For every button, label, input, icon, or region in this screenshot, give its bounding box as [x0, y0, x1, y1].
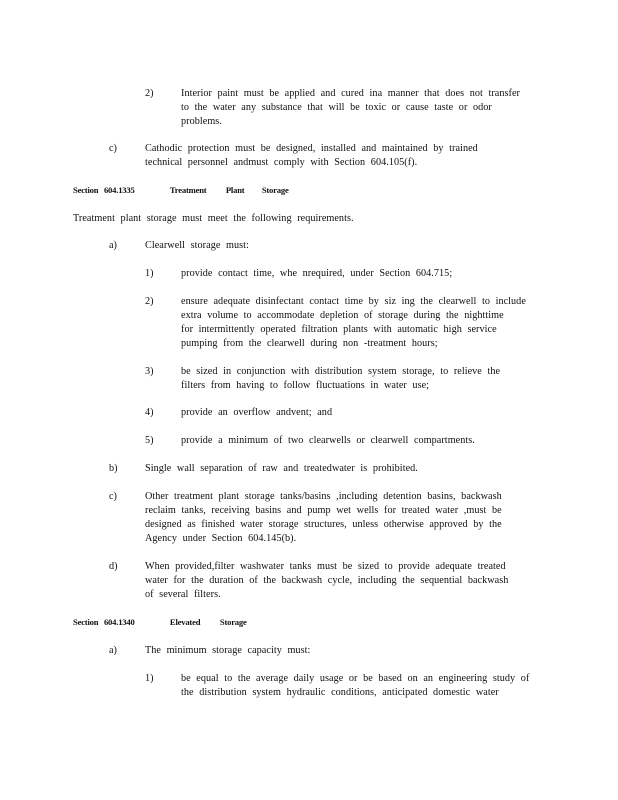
list-marker: 4) [145, 407, 154, 418]
paragraph-line: pumping from the clearwell during non -treatment hours; [181, 338, 438, 349]
paragraph-line: problems. [181, 116, 222, 127]
heading-title-word: Plant [225, 185, 245, 195]
paragraph-line: to the water any substance that will be toxic or cause taste or odor [181, 102, 492, 113]
paragraph-line: When provided,filter washwater tanks must be sized to provide adequate treated [145, 561, 506, 572]
paragraph-line: Single wall separation of raw and treatedwater is prohibited. [145, 463, 418, 474]
list-marker: a) [109, 240, 117, 251]
paragraph-line: Interior paint must be applied and cured ina manner that does not transfer [181, 88, 520, 99]
paragraph-line: extra volume to accommodate depletion of storage during the nighttime [181, 310, 504, 321]
paragraph-line: provide contact time, whe nrequired, under Section 604.715; [181, 268, 453, 279]
list-marker: c) [109, 143, 117, 154]
paragraph-line: the distribution system hydraulic conditions, anticipated domestic water [181, 687, 499, 698]
section-heading [73, 617, 247, 628]
intro-paragraph: Treatment plant storage must meet the following requirements. [73, 213, 354, 224]
paragraph-line: be sized in conjunction with distribution system storage, to relieve the [181, 366, 501, 377]
heading-title-word: Elevated [169, 617, 201, 627]
list-marker: b) [109, 463, 118, 474]
list-marker: d) [109, 561, 118, 572]
paragraph-line: The minimum storage capacity must: [145, 645, 311, 656]
heading-section-number: 604.1335 [103, 185, 135, 195]
heading-section-number: 604.1340 [103, 617, 135, 627]
paragraph-line: filters from having to follow fluctuations in water use; [181, 380, 430, 391]
list-marker: 5) [145, 435, 154, 446]
heading-section-word: Section [73, 617, 99, 627]
section-heading [73, 185, 289, 196]
paragraph-line: for intermittently operated filtration plants with automatic high service [181, 324, 497, 335]
paragraph-line: water for the duration of the backwash cycle, including the sequential backwash [145, 575, 509, 586]
list-marker: 2) [145, 296, 154, 307]
paragraph-line: provide a minimum of two clearwells or clearwell compartments. [181, 435, 475, 446]
paragraph-line: of several filters. [145, 589, 221, 600]
paragraph-line: reclaim tanks, receiving basins and pump wet wells for treated water ,must be [145, 505, 502, 516]
paragraph-line: Cathodic protection must be designed, installed and maintained by trained [145, 143, 478, 154]
paragraph-line: designed as finished water storage structures, unless otherwise approved by the [145, 519, 502, 530]
paragraph-line: technical personnel andmust comply with Section 604.105(f). [145, 157, 418, 168]
heading-title-word: Storage [219, 617, 247, 627]
paragraph-line: Clearwell storage must: [145, 240, 249, 251]
paragraph-line: Agency under Section 604.145(b). [145, 533, 297, 544]
paragraph-line: ensure adequate disinfectant contact time by siz ing the clearwell to include [181, 296, 526, 307]
list-marker: 1) [145, 268, 154, 279]
heading-title-word: Storage [261, 185, 289, 195]
paragraph-line: provide an overflow andvent; and [181, 407, 333, 418]
paragraph-line: be equal to the average daily usage or be based on an engineering study of [181, 673, 530, 684]
list-marker: 3) [145, 366, 154, 377]
heading-section-word: Section [73, 185, 99, 195]
paragraph-line: Other treatment plant storage tanks/basins ,including detention basins, backwash [145, 491, 502, 502]
heading-title-word: Treatment [169, 185, 207, 195]
list-marker: 1) [145, 673, 154, 684]
list-marker: 2) [145, 88, 154, 99]
list-marker: a) [109, 645, 117, 656]
list-marker: c) [109, 491, 117, 502]
